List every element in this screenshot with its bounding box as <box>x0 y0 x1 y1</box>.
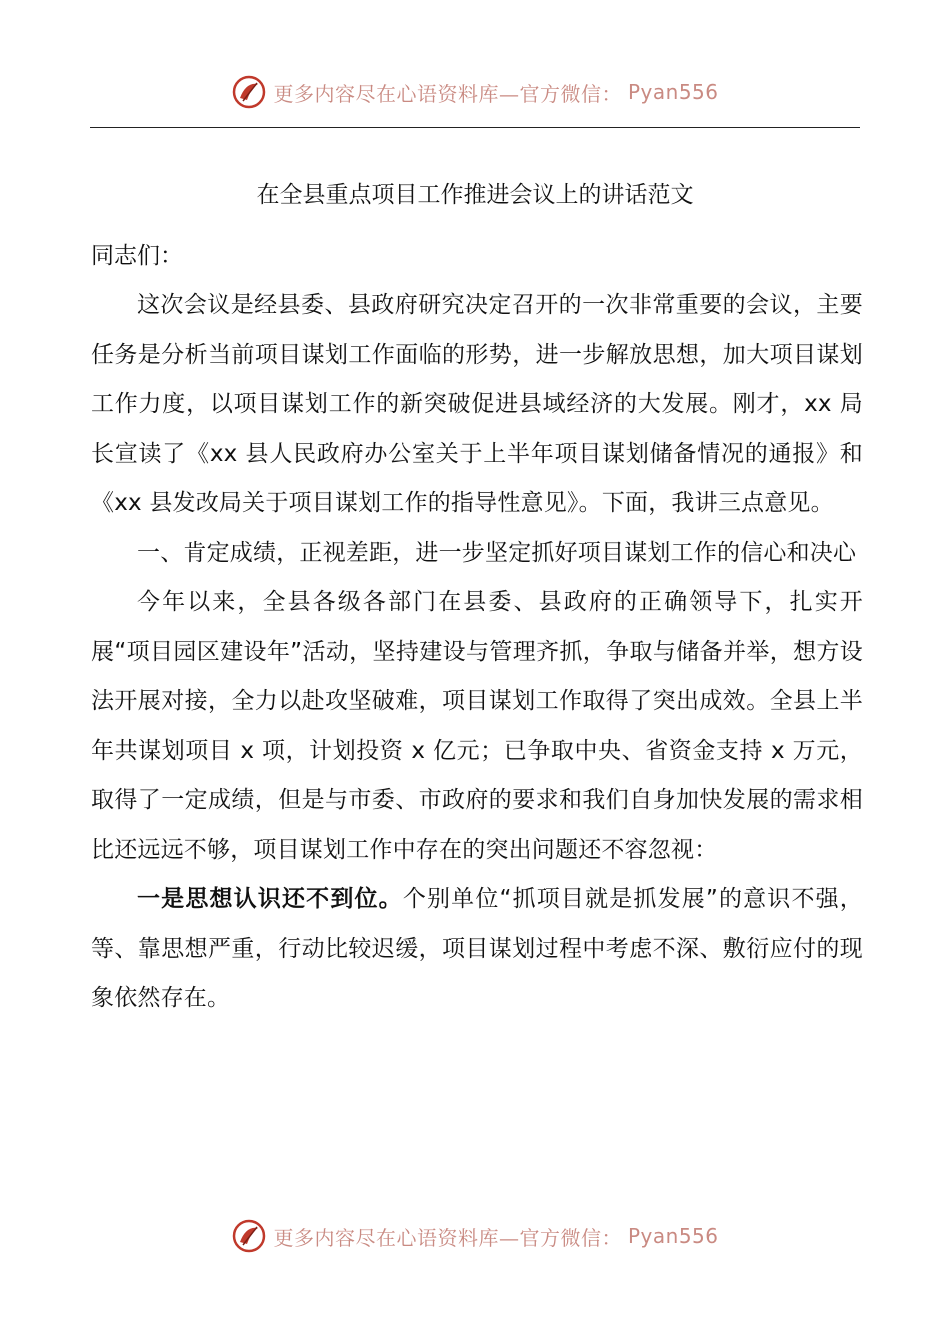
paragraph-intro: 这次会议是经县委、县政府研究决定召开的一次非常重要的会议，主要任务是分析当前项目谋划工作面临的形势，进一步解放思想，加大项目谋划工作力度，以项目谋划工作的新突破促进县域经济的大发展。刚才，xx 局长宣读了《xx 县人民政府办公室关于上半年项目谋划储备情况的通报》和《xx 县发改局关于项目谋划工作的指导性意见》。下面，我讲三点意见。 <box>91 292 863 516</box>
banner-text: 更多内容尽在心语资料库—官方微信： <box>273 81 622 106</box>
footer-banner <box>0 1214 950 1258</box>
point-1-text: 个别单位“抓项目就是抓发展”的意识不强，等、靠思想严重，行动比较迟缓，项目谋划过程中考虑不深、敷衍应付的现象依然存在。 <box>91 886 863 1011</box>
document-title: 在全县重点项目工作推进会议上的讲话范文 <box>256 182 694 208</box>
header-banner <box>0 70 950 114</box>
document-body <box>91 281 863 1024</box>
paragraph-point-1 <box>91 875 863 1024</box>
banner-wechat-id: Pyan556 <box>627 80 719 104</box>
salutation: 同志们： <box>91 243 183 269</box>
paragraph-achievements: 今年以来，全县各级各部门在县委、县政府的正确领导下，扎实开展“项目园区建设年”活动，坚持建设与管理齐抓，争取与储备并举，想方设法开展对接，全力以赴攻坚破难，项目谋划工作取得了突出成效。全县上半年共谋划项目 x 项，计划投资 x 亿元；已争取中央、省资金支持 x 万元，取得了一定成绩，但是与市委、市政府的要求和我们自身加快发展的需求相比还远远不够，项目谋划工作中存在的突出问题还不容忽视： <box>91 589 863 863</box>
logo-icon <box>231 74 267 110</box>
section-heading-1: 一、肯定成绩，正视差距，进一步坚定抓好项目谋划工作的信心和决心 <box>137 539 857 566</box>
point-1-lead: 一是思想认识还不到位。 <box>137 886 403 912</box>
footer-banner-wechat-id: Pyan556 <box>627 1224 719 1248</box>
header-divider <box>90 127 860 128</box>
footer-banner-text: 更多内容尽在心语资料库—官方微信： <box>273 1225 622 1250</box>
logo-icon <box>231 1218 267 1254</box>
